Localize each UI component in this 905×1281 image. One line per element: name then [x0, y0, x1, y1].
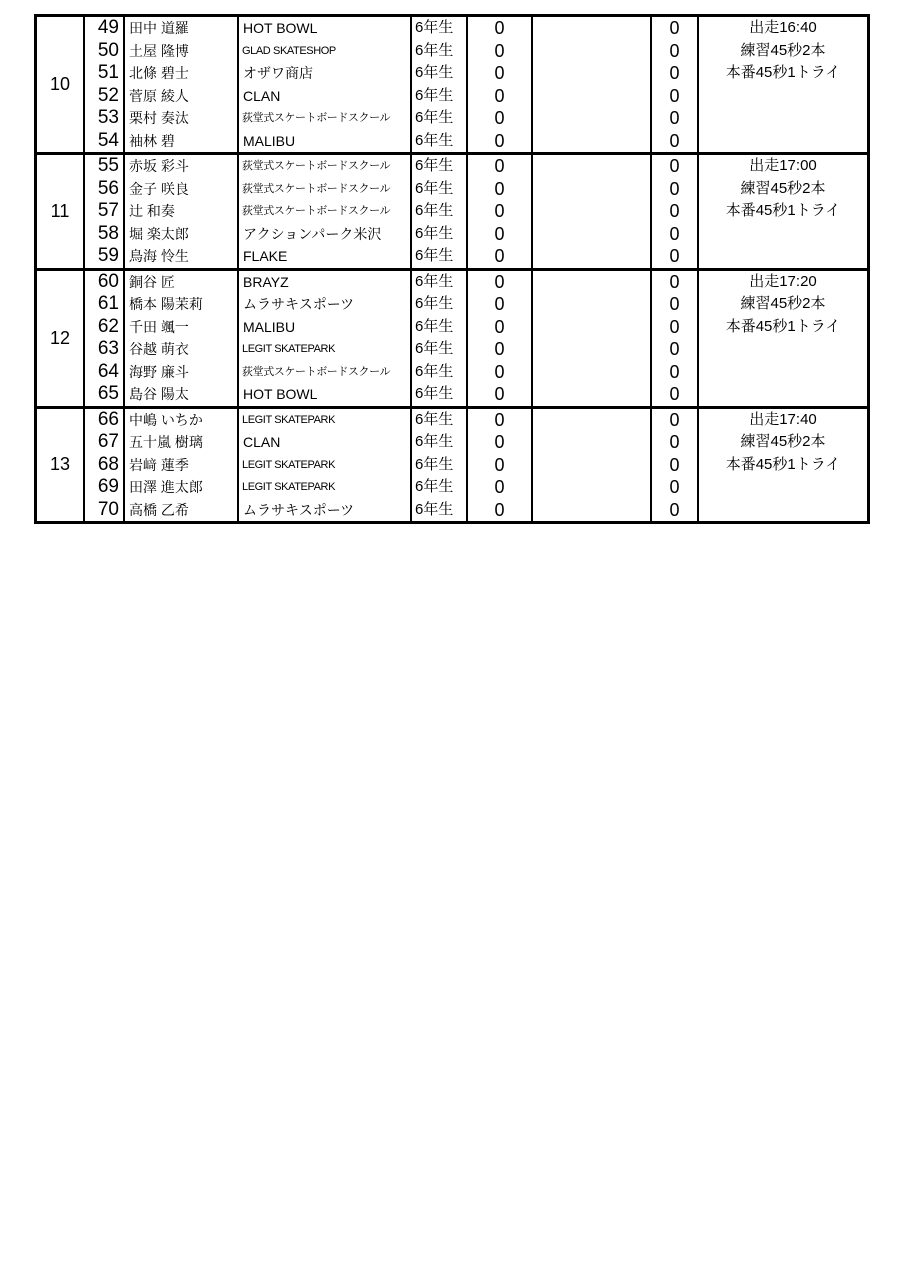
player-name: 土屋 隆博	[129, 42, 189, 59]
entry-no: 52	[97, 84, 119, 106]
score-value: 0	[669, 63, 680, 83]
player-name: 中嶋 いちか	[129, 411, 203, 428]
entry-no: 60	[97, 270, 119, 292]
score2-column	[652, 17, 699, 152]
team-name: ムラサキスポーツ	[243, 296, 355, 312]
score-value: 0	[494, 201, 505, 221]
player-name-column	[125, 155, 239, 268]
team-name: ムラサキスポーツ	[243, 501, 355, 518]
score-value: 0	[669, 156, 680, 176]
score1-column	[468, 271, 533, 406]
entry-no-column	[85, 17, 125, 152]
grade-column	[412, 155, 468, 268]
player-name: 鳥海 怜生	[129, 248, 189, 264]
group-number-cell	[37, 17, 85, 152]
grade: 6年生	[415, 224, 454, 242]
grade: 6年生	[415, 86, 454, 104]
schedule-line: 出走17:20	[749, 272, 817, 290]
score-value: 0	[669, 271, 680, 292]
player-name: 菅原 綾人	[129, 87, 189, 104]
entry-no: 50	[97, 39, 119, 61]
score-value: 0	[669, 130, 680, 151]
score-value: 0	[494, 130, 505, 151]
team-name-column	[239, 271, 412, 406]
grade: 6年生	[415, 131, 454, 149]
entry-no: 49	[97, 17, 119, 38]
group-number: 10	[49, 74, 71, 94]
entry-no: 62	[97, 315, 119, 337]
team-name: HOT BOWL	[243, 386, 318, 402]
score-value: 0	[494, 384, 505, 404]
score-value: 0	[494, 156, 505, 176]
schedule-line: 出走17:00	[749, 157, 817, 174]
group-number: 11	[50, 200, 70, 221]
entry-no: 64	[97, 360, 119, 382]
score-value: 0	[669, 432, 680, 452]
grade: 6年生	[415, 385, 454, 402]
score-value: 0	[494, 339, 505, 359]
grade-column	[412, 17, 468, 152]
player-name: 橋本 陽茉莉	[129, 296, 203, 312]
team-name: LEGIT SKATEPARK	[242, 343, 336, 355]
score-value: 0	[494, 454, 505, 475]
score1-column	[468, 409, 533, 522]
blank-column	[533, 17, 652, 152]
entry-no: 55	[97, 155, 119, 176]
schedule-line: 本番45秒1トライ	[725, 202, 841, 219]
score2-column	[652, 409, 699, 522]
team-name: アクションパーク米沢	[243, 225, 382, 242]
player-name: 栗村 奏汰	[129, 110, 189, 126]
group-block	[37, 152, 867, 268]
entry-no: 58	[97, 222, 119, 244]
score-value: 0	[669, 384, 680, 404]
schedule-line: 練習45秒2本	[740, 295, 826, 312]
score-value: 0	[494, 223, 505, 244]
entry-no: 63	[97, 338, 119, 359]
player-name: 高橋 乙希	[129, 501, 189, 518]
grade-column	[412, 409, 468, 522]
team-name-column	[239, 155, 412, 268]
team-name: CLAN	[243, 87, 281, 104]
player-name: 五十嵐 樹璃	[129, 434, 203, 450]
score-value: 0	[669, 108, 680, 128]
schedule-line: 練習45秒2本	[740, 433, 826, 450]
entry-no: 56	[97, 177, 119, 199]
team-name: LEGIT SKATEPARK	[242, 413, 336, 426]
group-block	[37, 17, 867, 152]
score-value: 0	[494, 108, 505, 128]
score-value: 0	[494, 499, 505, 520]
schedule-line: 本番45秒1トライ	[725, 317, 841, 335]
score-value: 0	[494, 178, 505, 199]
player-name: 谷越 萌衣	[129, 341, 189, 357]
player-name: 千田 颯一	[129, 318, 189, 335]
entry-no: 61	[97, 293, 119, 314]
grade: 6年生	[415, 272, 454, 290]
score-value: 0	[669, 339, 680, 359]
grade: 6年生	[415, 64, 454, 81]
group-number-cell	[37, 271, 85, 406]
score-value: 0	[669, 246, 680, 266]
team-name-column	[239, 17, 412, 152]
score-value: 0	[494, 316, 505, 337]
player-name: 海野 廉斗	[129, 363, 189, 380]
grade-column	[412, 271, 468, 406]
player-name: 田中 道羅	[129, 20, 189, 36]
score-value: 0	[494, 432, 505, 452]
entry-no: 59	[97, 245, 119, 266]
player-name: 金子 咲良	[129, 180, 189, 197]
player-name: 辻 和奏	[129, 203, 175, 219]
score-value: 0	[669, 18, 680, 38]
schedule-line: 出走16:40	[749, 19, 817, 36]
score1-column	[468, 155, 533, 268]
grade: 6年生	[415, 19, 454, 36]
grade: 6年生	[415, 157, 454, 174]
score-value: 0	[669, 409, 680, 430]
grade: 6年生	[415, 179, 454, 197]
team-name: 荻堂式スケートボードスクール	[242, 112, 391, 124]
score-value: 0	[494, 294, 505, 314]
grade: 6年生	[415, 247, 454, 264]
player-name: 島谷 陽太	[129, 386, 189, 402]
score-value: 0	[669, 85, 680, 106]
grade: 6年生	[415, 295, 454, 312]
score-value: 0	[669, 499, 680, 520]
entry-no: 67	[97, 431, 119, 452]
player-name-column	[125, 271, 239, 406]
score-value: 0	[494, 246, 505, 266]
grade: 6年生	[415, 500, 454, 518]
group-block	[37, 268, 867, 406]
schedule-line: 出走17:40	[749, 410, 817, 428]
grade: 6年生	[415, 109, 454, 126]
grade: 6年生	[415, 433, 454, 450]
score-value: 0	[669, 316, 680, 337]
grade: 6年生	[415, 41, 454, 59]
score-value: 0	[669, 477, 680, 497]
team-name: オザワ商店	[243, 65, 313, 81]
score-value: 0	[669, 201, 680, 221]
team-name: 荻堂式スケートボードスクール	[242, 160, 391, 172]
entry-no: 53	[97, 107, 119, 128]
score-value: 0	[669, 223, 680, 244]
entry-no: 65	[97, 383, 119, 404]
score2-column	[652, 271, 699, 406]
player-name: 岩﨑 蓮季	[129, 456, 189, 473]
grade: 6年生	[415, 455, 454, 473]
team-name: CLAN	[243, 434, 281, 450]
score-value: 0	[494, 63, 505, 83]
schedule-line: 本番45秒1トライ	[725, 455, 841, 473]
entry-no-column	[85, 409, 125, 522]
entry-table	[34, 14, 870, 524]
schedule-cell	[699, 409, 867, 522]
grade: 6年生	[415, 478, 454, 495]
grade: 6年生	[415, 340, 454, 357]
entry-no: 54	[97, 129, 119, 151]
score-value: 0	[669, 454, 680, 475]
score-value: 0	[669, 178, 680, 199]
score-value: 0	[494, 40, 505, 61]
player-name: 赤坂 彩斗	[129, 158, 189, 174]
team-name: LEGIT SKATEPARK	[242, 458, 336, 471]
group-block	[37, 406, 867, 522]
score-value: 0	[494, 361, 505, 382]
player-name: 北條 碧士	[129, 65, 189, 81]
entry-no: 51	[97, 62, 119, 83]
entry-no-column	[85, 271, 125, 406]
schedule-line: 練習45秒2本	[740, 41, 826, 59]
team-name: FLAKE	[243, 248, 288, 264]
grade: 6年生	[415, 362, 454, 380]
schedule-cell	[699, 17, 867, 152]
team-name: GLAD SKATESHOP	[242, 44, 336, 57]
schedule-cell	[699, 155, 867, 268]
score-value: 0	[494, 271, 505, 292]
entry-no: 70	[97, 498, 119, 520]
group-number-cell	[37, 155, 85, 268]
schedule-line: 本番45秒1トライ	[725, 64, 841, 81]
entry-no: 57	[97, 200, 119, 221]
score2-column	[652, 155, 699, 268]
grade: 6年生	[415, 317, 454, 335]
score-value: 0	[494, 18, 505, 38]
blank-column	[533, 155, 652, 268]
group-number: 12	[49, 327, 71, 348]
entry-no-column	[85, 155, 125, 268]
entry-no: 69	[97, 476, 119, 497]
group-number: 13	[49, 454, 71, 475]
player-name: 堀 楽太郎	[129, 225, 189, 242]
team-name: BRAYZ	[243, 273, 289, 290]
schedule-line: 練習45秒2本	[740, 179, 826, 197]
player-name-column	[125, 409, 239, 522]
entry-no: 68	[97, 453, 119, 475]
team-name: LEGIT SKATEPARK	[242, 481, 336, 493]
grade: 6年生	[415, 202, 454, 219]
team-name: MALIBU	[243, 318, 296, 335]
team-name: HOT BOWL	[243, 20, 318, 36]
score-value: 0	[669, 294, 680, 314]
score-value: 0	[494, 409, 505, 430]
player-name: 銅谷 匠	[129, 273, 175, 290]
player-name: 田澤 進太郎	[129, 479, 203, 495]
schedule-cell	[699, 271, 867, 406]
player-name-column	[125, 17, 239, 152]
group-number-cell	[37, 409, 85, 522]
score-value: 0	[669, 40, 680, 61]
grade: 6年生	[415, 410, 454, 428]
score-value: 0	[494, 477, 505, 497]
entry-no: 66	[97, 408, 119, 430]
team-name: 荻堂式スケートボードスクール	[242, 205, 391, 217]
score1-column	[468, 17, 533, 152]
team-name: 荻堂式スケートボードスクール	[242, 182, 391, 195]
team-name-column	[239, 409, 412, 522]
blank-column	[533, 271, 652, 406]
player-name: 袖林 碧	[129, 132, 175, 149]
score-value: 0	[494, 85, 505, 106]
team-name: MALIBU	[243, 132, 296, 149]
score-value: 0	[669, 361, 680, 382]
blank-column	[533, 409, 652, 522]
team-name: 荻堂式スケートボードスクール	[242, 365, 391, 378]
